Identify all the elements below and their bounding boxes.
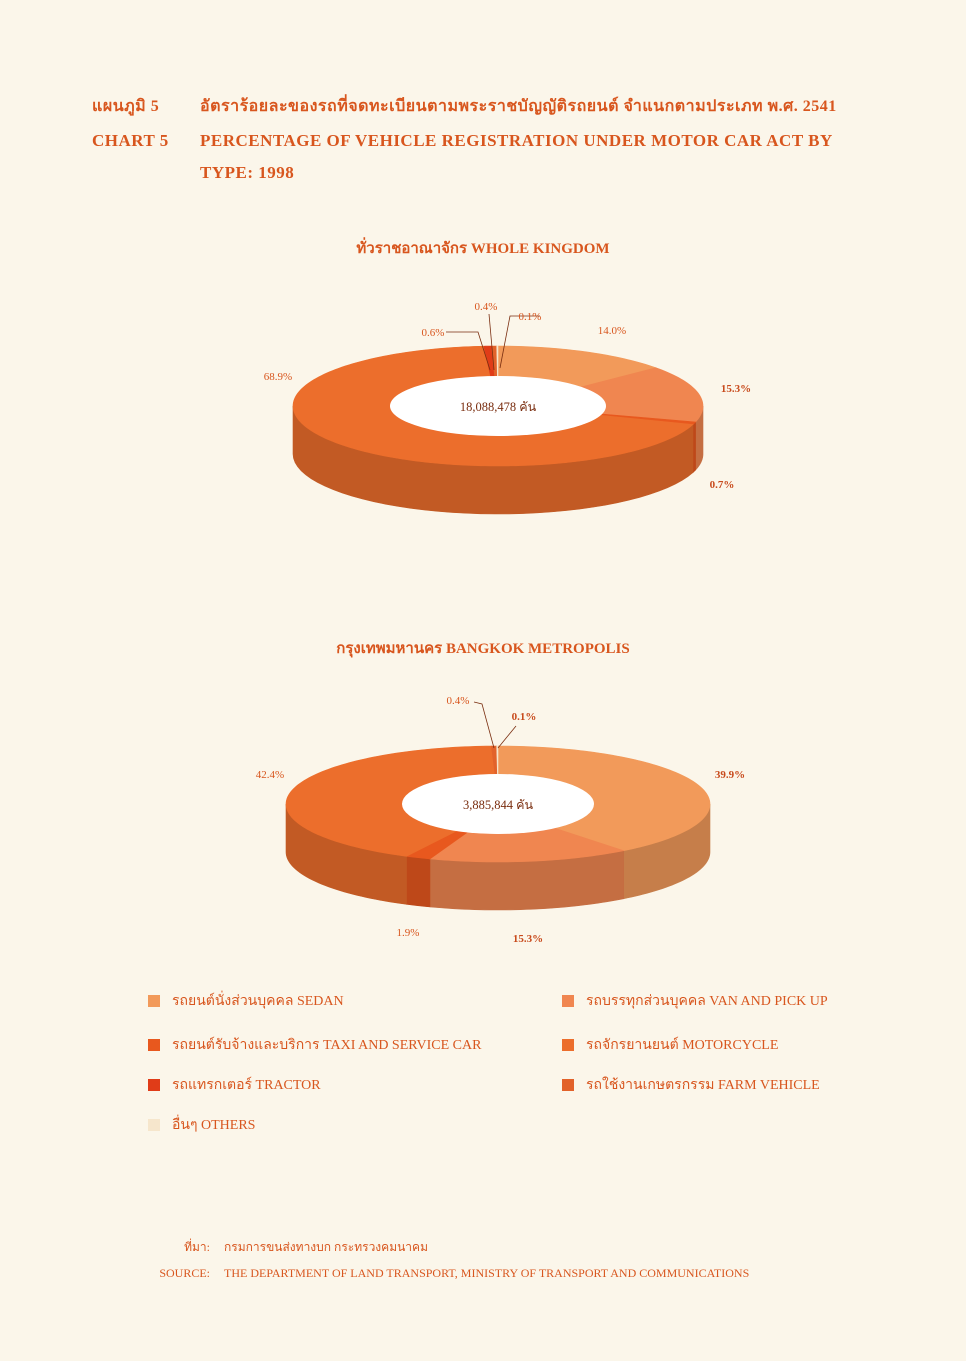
legend-label: รถใช้งานเกษตรกรรม FARM VEHICLE — [586, 1078, 820, 1093]
header-thai-row — [92, 90, 942, 124]
chart2-bangkok — [0, 680, 966, 950]
legend-swatch — [562, 1039, 574, 1051]
source-english-label: SOURCE: — [159, 1266, 210, 1280]
data-label-farm-vehicle: 0.4% — [446, 695, 470, 707]
data-label-tractor: 0.6% — [421, 327, 445, 339]
header-english-row — [92, 124, 942, 158]
legend-swatch — [148, 1119, 160, 1131]
legend-item — [148, 1074, 321, 1096]
source-note — [130, 1234, 749, 1286]
data-label-others: 0.1% — [511, 711, 537, 723]
donut-side-taxi-and-service-car — [407, 856, 430, 907]
chart2-title: กรุงเทพมหานคร BANGKOK METROPOLIS — [336, 641, 630, 657]
legend-swatch — [562, 1079, 574, 1091]
data-label-motorcycle: 42.4% — [255, 769, 285, 781]
header-thai-title: อัตราร้อยละของรถที่จดทะเบียนตามพระราชบัญญัติรถยนต์ จำแนกตามประเภท พ.ศ. 2541 — [200, 98, 837, 115]
source-thai-row — [130, 1234, 749, 1260]
legend-swatch — [148, 995, 160, 1007]
source-thai-text: กรมการขนส่งทางบก กระทรวงคมนาคม — [224, 1240, 428, 1254]
data-label-sedan: 39.9% — [714, 769, 746, 781]
chart1-whole-kingdom — [0, 280, 966, 530]
legend-swatch — [562, 995, 574, 1007]
legend-item — [148, 1034, 481, 1056]
data-label-taxi-and-service-car: 1.9% — [396, 927, 420, 939]
legend-label: รถจักรยานยนต์ MOTORCYCLE — [586, 1038, 779, 1053]
legend-item — [562, 1034, 778, 1056]
donut-center-total: 3,885,844 คัน — [462, 798, 534, 812]
data-label-taxi-and-service-car: 0.7% — [709, 479, 735, 491]
data-label-sedan: 14.0% — [597, 325, 627, 337]
chart1-title: ทั่วราชอาณาจักร WHOLE KINGDOM — [356, 241, 610, 257]
data-label-van-and-pick-up: 15.3% — [720, 383, 752, 395]
legend-swatch — [148, 1079, 160, 1091]
header-english-title-cont: TYPE: 1998 — [200, 163, 295, 182]
data-label-van-and-pick-up: 15.3% — [512, 933, 544, 945]
legend-label: อื่นๆ OTHERS — [172, 1118, 256, 1133]
legend-item — [148, 1114, 255, 1136]
legend-label: รถยนต์รับจ้างและบริการ TAXI AND SERVICE CAR — [172, 1038, 482, 1053]
source-english-row — [130, 1260, 749, 1286]
legend-label: รถแทรกเตอร์ TRACTOR — [172, 1078, 321, 1093]
header-english-title: PERCENTAGE OF VEHICLE REGISTRATION UNDER MOTOR CAR ACT BY — [200, 131, 833, 150]
header-english-label: CHART 5 — [92, 131, 169, 150]
data-label-others: 0.1% — [518, 311, 542, 323]
legend-item — [148, 990, 344, 1012]
legend-swatch — [148, 1039, 160, 1051]
donut-side-taxi-and-service-car — [693, 422, 696, 473]
legend-label: รถยนต์นั่งส่วนบุคคล SEDAN — [172, 994, 344, 1009]
data-label-farm-vehicle: 0.4% — [474, 301, 498, 313]
chart-header — [92, 90, 942, 188]
legend-item — [562, 1074, 820, 1096]
legend-label: รถบรรทุกส่วนบุคคล VAN AND PICK UP — [586, 994, 828, 1009]
legend-item — [562, 990, 828, 1012]
source-english-text: THE DEPARTMENT OF LAND TRANSPORT, MINISTRY OF TRANSPORT AND COMMUNICATIONS — [224, 1266, 750, 1280]
header-thai-label: แผนภูมิ 5 — [92, 98, 160, 115]
leader-line — [474, 702, 494, 748]
leader-line — [498, 726, 516, 748]
donut-center-total: 18,088,478 คัน — [459, 400, 537, 414]
data-label-motorcycle: 68.9% — [263, 371, 293, 383]
source-thai-label: ที่มา: — [184, 1240, 210, 1254]
